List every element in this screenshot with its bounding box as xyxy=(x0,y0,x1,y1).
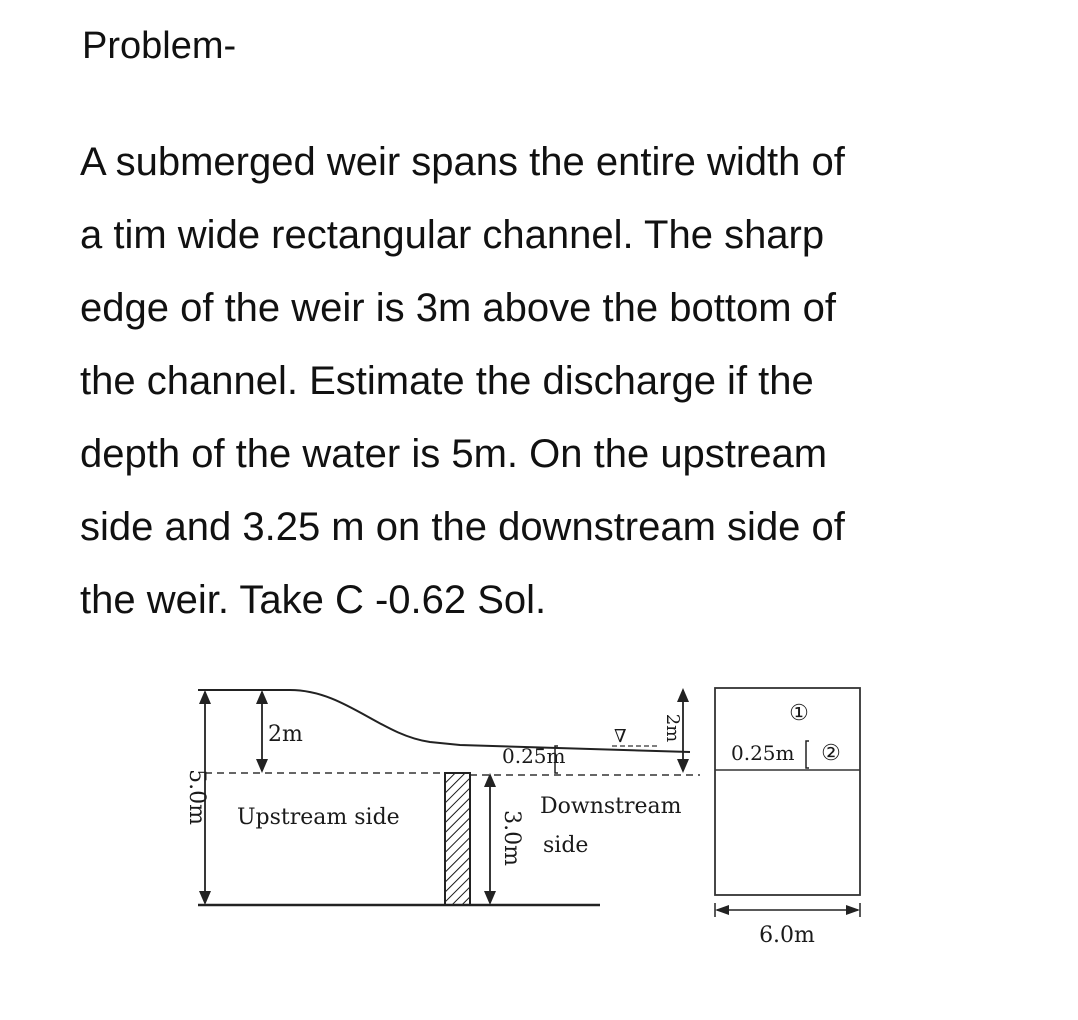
weir-wall xyxy=(445,773,470,905)
arrow-head-icon xyxy=(677,688,689,702)
section-drop-label: 0.25m xyxy=(731,741,795,765)
upstream-depth-label: 5.0m xyxy=(184,769,209,825)
arrow-head-icon xyxy=(715,905,729,915)
weir-figure xyxy=(150,660,1010,980)
arrow-head-icon xyxy=(256,759,268,773)
upstream-side-label: Upstream side xyxy=(237,805,400,830)
problem-line: A submerged weir spans the entire width of xyxy=(80,140,845,184)
arrow-head-icon xyxy=(677,759,689,773)
problem-heading: Problem- xyxy=(82,25,237,67)
arrow-head-icon xyxy=(256,690,268,704)
section-drop-bracket xyxy=(806,741,809,768)
arrow-head-icon xyxy=(846,905,860,915)
problem-line: depth of the water is 5m. On the upstream xyxy=(80,432,828,476)
downstream-label-line-2: side xyxy=(543,833,589,858)
problem-line: the weir. Take C -0.62 Sol. xyxy=(80,578,547,622)
drop-label: 0.25m xyxy=(502,744,566,768)
downstream-head-label: 2m xyxy=(662,713,683,743)
free-surface-icon: ∇ xyxy=(614,726,627,747)
arrow-head-icon xyxy=(484,891,496,905)
problem-line: edge of the weir is 3m above the bottom of xyxy=(80,286,836,330)
section-marker-2: ② xyxy=(821,741,841,766)
problem-statement xyxy=(80,126,1040,637)
head-above-crest-label: 2m xyxy=(268,722,303,747)
weir-diagram xyxy=(150,660,1010,980)
crest-height-label: 3.0m xyxy=(499,810,524,866)
channel-cross-section xyxy=(715,688,860,895)
problem-line: the channel. Estimate the discharge if the xyxy=(80,359,814,403)
problem-line: a tim wide rectangular channel. The sharp xyxy=(80,213,825,257)
downstream-label-line-1: Downstream xyxy=(540,794,682,819)
channel-width-label: 6.0m xyxy=(759,923,815,948)
section-marker-1: ① xyxy=(789,701,809,726)
problem-line: side and 3.25 m on the downstream side of xyxy=(80,505,845,549)
arrow-head-icon xyxy=(199,891,211,905)
arrow-head-icon xyxy=(199,690,211,704)
